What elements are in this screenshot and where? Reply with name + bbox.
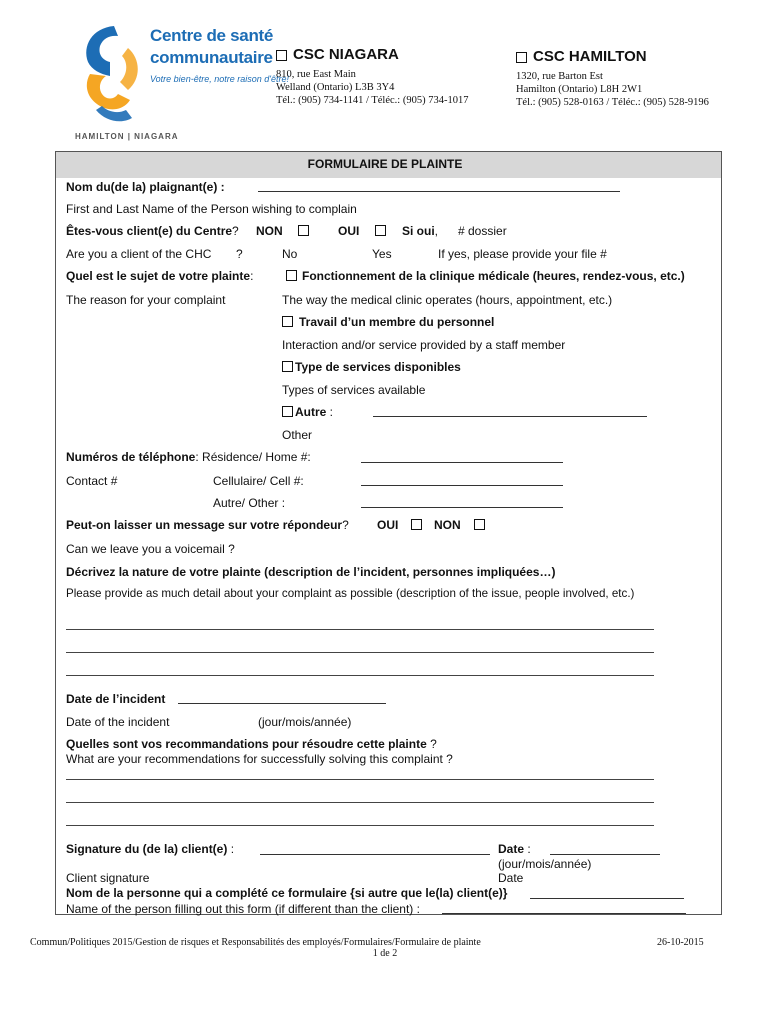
- opt4-input[interactable]: [373, 416, 647, 417]
- sig-date-en: Date: [498, 871, 524, 885]
- client-dossier-label: # dossier: [458, 224, 507, 238]
- opt4-checkbox[interactable]: [282, 406, 293, 417]
- date-input[interactable]: [178, 703, 386, 704]
- footer-page: 1 de 2: [372, 948, 398, 959]
- opt1-checkbox[interactable]: [286, 270, 297, 281]
- contact-label: Contact #: [66, 474, 118, 488]
- completed-by-input[interactable]: [530, 898, 684, 899]
- complainant-en: First and Last Name of the Person wishing to complain: [66, 202, 357, 216]
- sig-date-input[interactable]: [550, 854, 660, 855]
- describe-line-2[interactable]: [66, 652, 654, 653]
- signature-en: Client signature: [66, 871, 150, 885]
- office-hamilton-phone: Tél.: (905) 528-0163 / Téléc.: (905) 528-9196: [516, 97, 709, 108]
- sig-date-format: (jour/mois/année): [498, 857, 592, 871]
- recommend-fr: Quelles sont vos recommandations pour résoudre cette plainte ?: [66, 737, 437, 751]
- office-niagara-address2: Welland (Ontario) L3B 3Y4: [276, 82, 395, 93]
- date-label-en: Date of the incident: [66, 715, 170, 729]
- office-niagara: [276, 46, 468, 107]
- recommend-line-2[interactable]: [66, 802, 654, 803]
- client-file-en: If yes, please provide your file #: [438, 247, 607, 261]
- subject-question-en: The reason for your complaint: [66, 293, 226, 307]
- client-question-en: Are you a client of the CHC: [66, 247, 212, 261]
- logo-location: HAMILTON | NIAGARA: [75, 132, 179, 141]
- completed-by-en-input[interactable]: [442, 913, 686, 914]
- footer-path: Commun/Politiques 2015/Gestion de risques et Responsabilités des employés/Formulaires/Formulaire de plainte: [30, 937, 481, 948]
- checkbox-hamilton[interactable]: [516, 52, 527, 63]
- client-non-label: NON: [256, 224, 283, 238]
- logo-tagline: Votre bien-être, notre raison d'être!: [150, 74, 289, 84]
- describe-fr: Décrivez la nature de votre plainte (description de l’incident, personnes impliquées…): [66, 565, 556, 579]
- describe-line-3[interactable]: [66, 675, 654, 676]
- office-hamilton-address1: 1320, rue Barton Est: [516, 71, 603, 82]
- signature-input[interactable]: [260, 854, 490, 855]
- office-hamilton-name: CSC HAMILTON: [516, 48, 709, 65]
- phone-cell-input[interactable]: [361, 485, 563, 486]
- complainant-label: Nom du(de la) plaignant(e) :: [66, 180, 225, 194]
- client-no-en: No: [282, 247, 298, 261]
- checkbox-niagara[interactable]: [276, 50, 287, 61]
- recommend-line-3[interactable]: [66, 825, 654, 826]
- phone-other-input[interactable]: [361, 507, 563, 508]
- client-question: Êtes-vous client(e) du Centre?: [66, 224, 239, 238]
- message-oui-label: OUI: [377, 518, 399, 532]
- opt4-en: Other: [282, 428, 313, 442]
- describe-en: Please provide as much detail about your complaint as possible (description of the issue, people involved, etc.): [66, 587, 635, 600]
- signature-label: Signature du (de la) client(e) :: [66, 842, 235, 856]
- date-label: Date de l’incident: [66, 692, 166, 706]
- client-si-oui: Si oui,: [402, 224, 439, 238]
- office-niagara-phone: Tél.: (905) 734-1141 / Téléc.: (905) 734-1017: [276, 95, 469, 106]
- client-yes-en: Yes: [372, 247, 392, 261]
- office-niagara-name: CSC NIAGARA: [276, 46, 468, 63]
- sig-date-label: Date :: [498, 842, 531, 856]
- phone-home-input[interactable]: [361, 462, 563, 463]
- logo-line2: communautaire: [150, 48, 273, 67]
- phone-label: Numéros de téléphone: Résidence/ Home #:: [66, 450, 311, 464]
- message-non-label: NON: [434, 518, 461, 532]
- message-question-en: Can we leave you a voicemail ?: [66, 542, 235, 556]
- recommend-line-1[interactable]: [66, 779, 654, 780]
- opt3-checkbox[interactable]: [282, 361, 293, 372]
- message-non-checkbox[interactable]: [474, 519, 485, 530]
- logo-line1: Centre de santé: [150, 26, 274, 45]
- opt1-en: The way the medical clinic operates (hours, appointment, etc.): [282, 293, 613, 307]
- opt2-en: Interaction and/or service provided by a staff member: [282, 338, 566, 352]
- date-format: (jour/mois/année): [258, 715, 352, 729]
- describe-line-1[interactable]: [66, 629, 654, 630]
- phone-cell-label: Cellulaire/ Cell #:: [213, 474, 304, 488]
- client-oui-label: OUI: [338, 224, 360, 238]
- opt3-label: Type de services disponibles: [295, 360, 461, 374]
- message-question: Peut-on laisser un message sur votre répondeur?: [66, 518, 349, 532]
- phone-other-label: Autre/ Other :: [213, 496, 286, 510]
- recommend-en: What are your recommendations for successfully solving this complaint ?: [66, 752, 453, 766]
- opt2-checkbox[interactable]: [282, 316, 293, 327]
- opt1-label: Fonctionnement de la clinique médicale (heures, rendez-vous, etc.): [302, 269, 685, 283]
- opt4-label: Autre :: [295, 405, 334, 419]
- opt3-en: Types of services available: [282, 383, 426, 397]
- complainant-input[interactable]: [258, 191, 620, 192]
- office-hamilton: [516, 48, 709, 109]
- logo: [70, 18, 289, 148]
- office-niagara-address1: 810, rue East Main: [276, 69, 356, 80]
- office-hamilton-address2: Hamilton (Ontario) L8H 2W1: [516, 84, 643, 95]
- completed-by-en: Name of the person filling out this form (if different than the client) :: [66, 902, 420, 916]
- completed-by-fr: Nom de la personne qui a complété ce formulaire {si autre que le(la) client(e)}: [66, 886, 508, 900]
- footer-date: 26-10-2015: [657, 937, 704, 948]
- client-question-en-mark: ?: [236, 247, 243, 261]
- client-non-checkbox[interactable]: [298, 225, 309, 236]
- opt2-label: Travail d’un membre du personnel: [299, 315, 495, 329]
- message-oui-checkbox[interactable]: [411, 519, 422, 530]
- client-oui-checkbox[interactable]: [375, 225, 386, 236]
- subject-question: Quel est le sujet de votre plainte:: [66, 269, 254, 283]
- form-title: FORMULAIRE DE PLAINTE: [307, 157, 463, 171]
- form-frame: [55, 151, 722, 915]
